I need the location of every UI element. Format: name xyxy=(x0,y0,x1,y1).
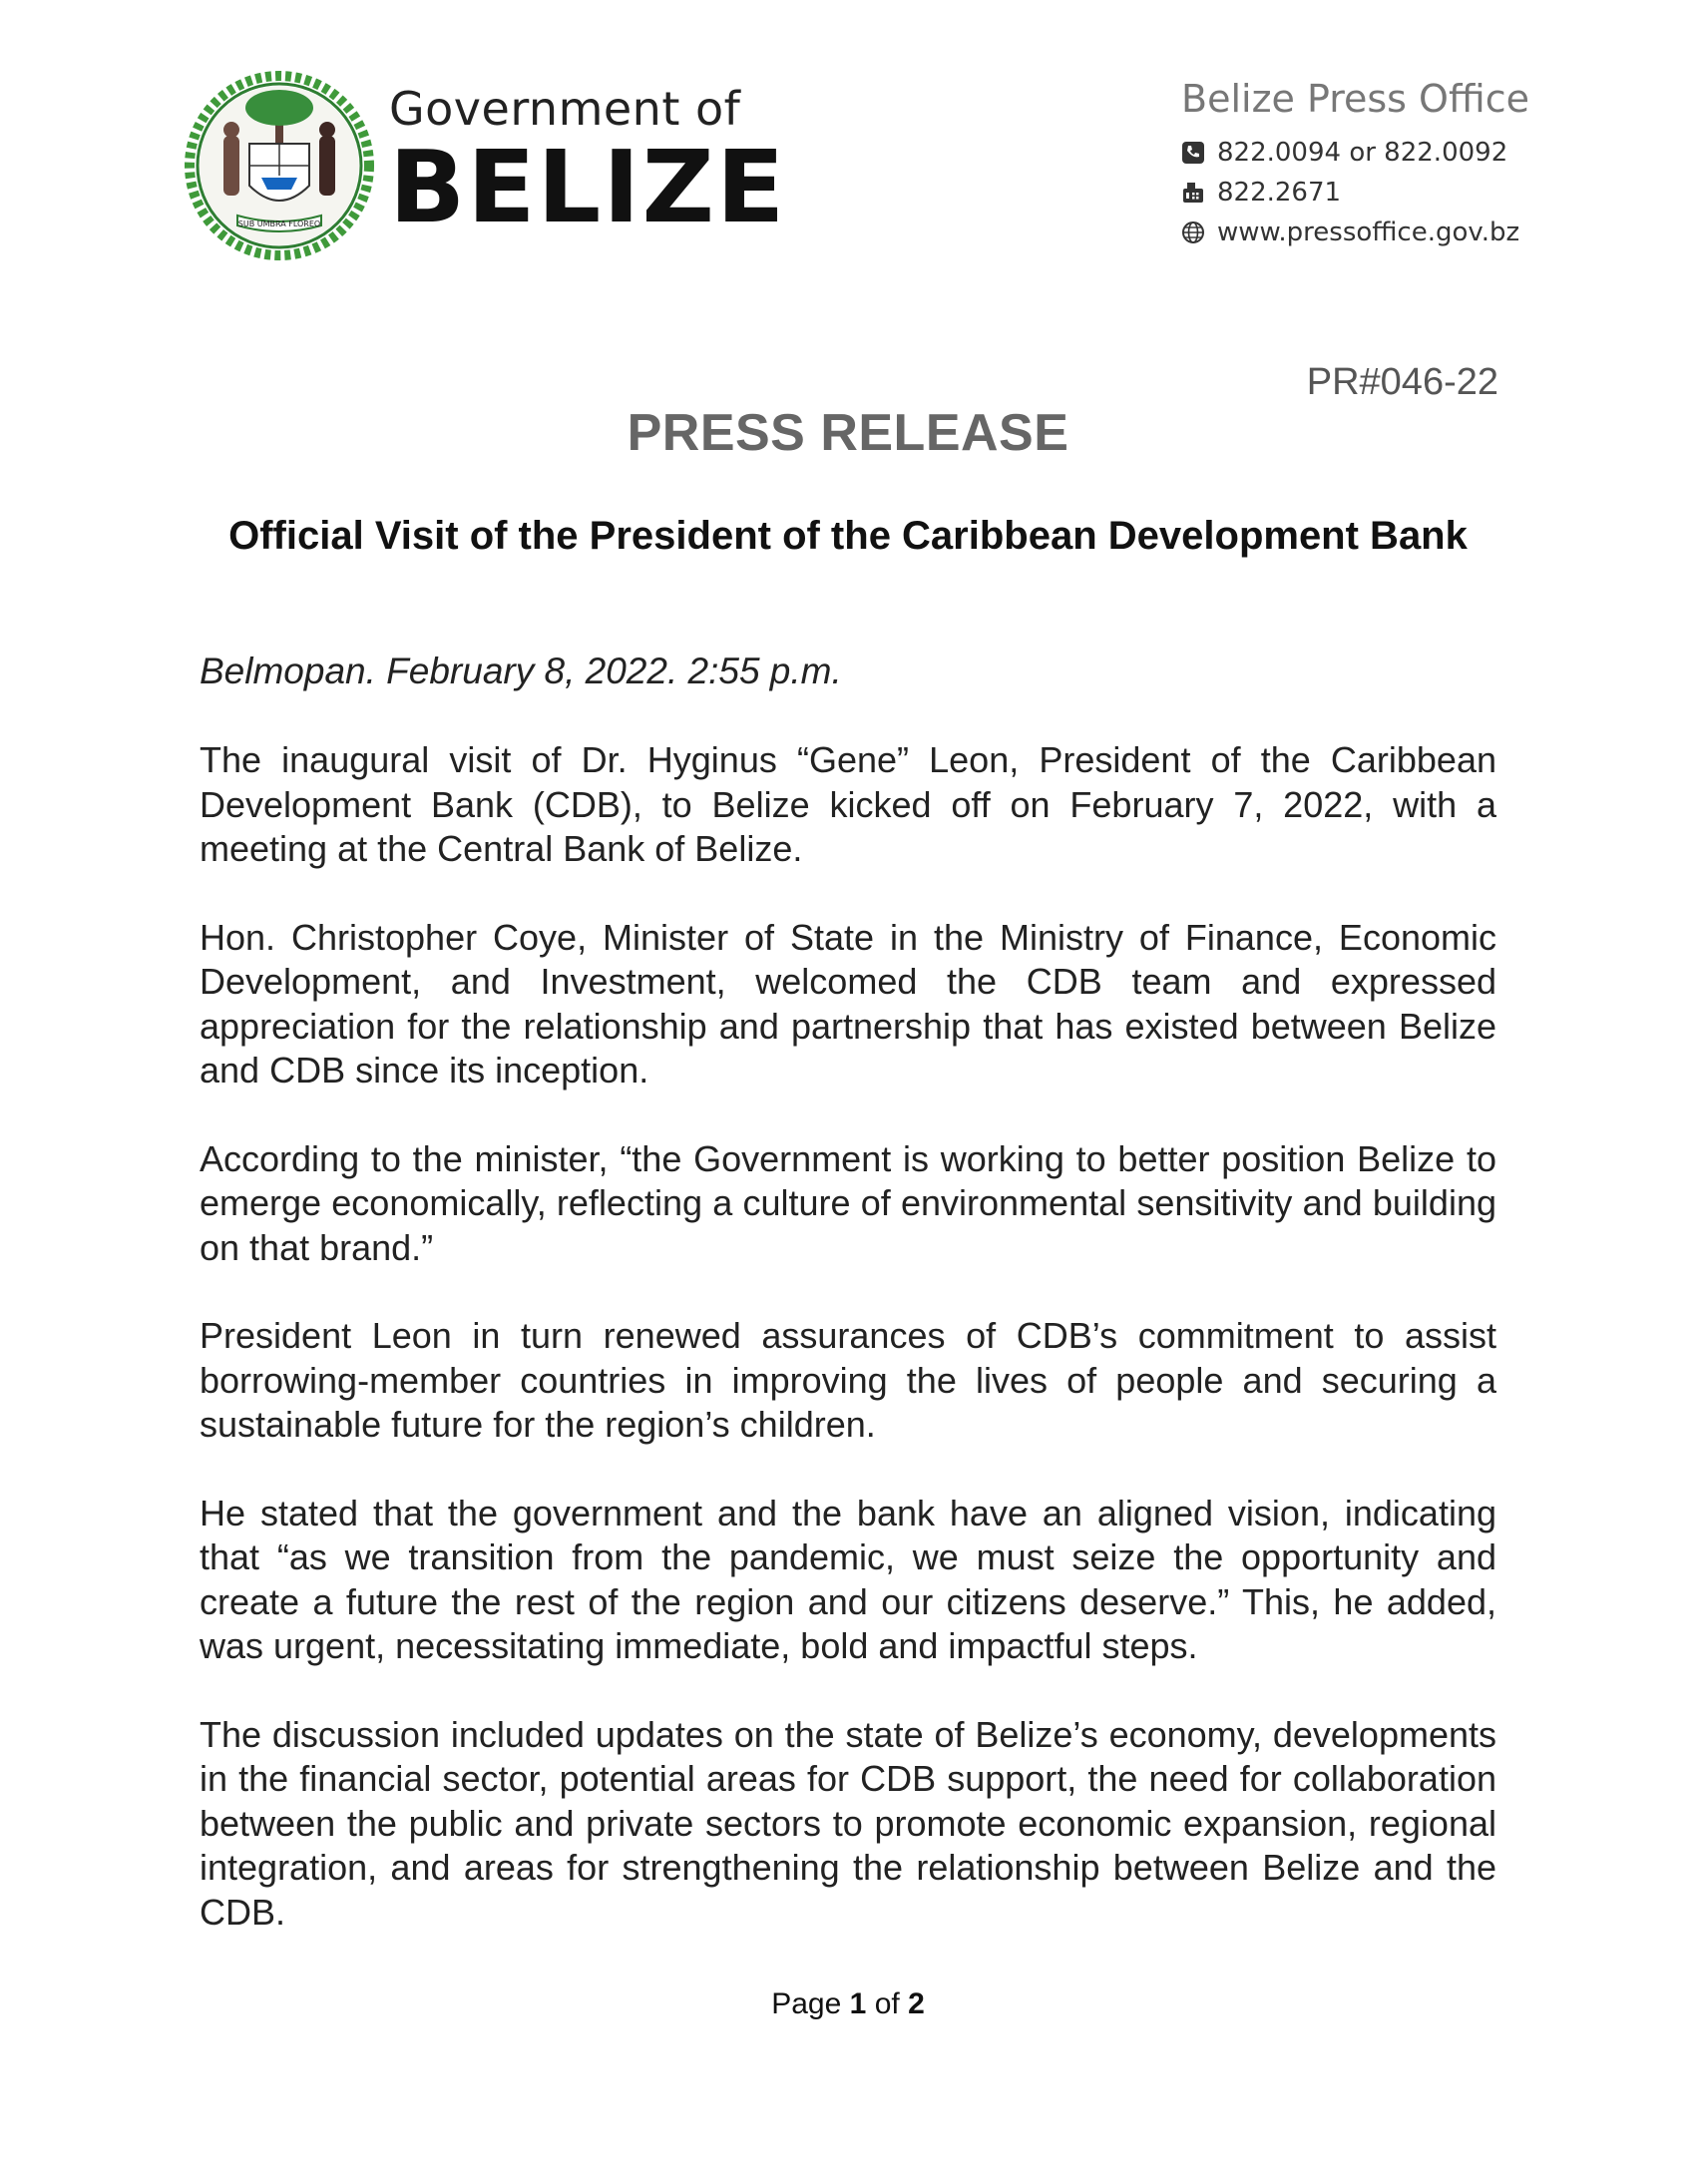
globe-icon xyxy=(1181,220,1205,244)
country-name: BELIZE xyxy=(389,129,787,245)
phone-numbers: 822.0094 or 822.0092 xyxy=(1217,138,1508,168)
press-office-title: Belize Press Office xyxy=(1181,77,1529,121)
article-body xyxy=(200,738,1496,1978)
page-number-footer xyxy=(0,1987,1696,2021)
of-word: of xyxy=(874,1987,900,2020)
fax-row xyxy=(1181,180,1600,206)
page-word: Page xyxy=(771,1987,842,2020)
paragraph: President Leon in turn renewed assurances of CDB’s commitment to assist borrowing-member countries in improving the lives of people and securing a sustainable future for the region’s children. xyxy=(200,1315,1496,1445)
article-title: Official Visit of the President of the Caribbean Development Bank xyxy=(228,514,1468,558)
fax-number: 822.2671 xyxy=(1217,178,1342,208)
paragraph: Hon. Christopher Coye, Minister of State in the Ministry of Finance, Economic Development, and Investment, welcomed the CDB team and expressed appreciation for the relationship and partnership that has existed between Belize and CDB since its inception. xyxy=(200,916,1496,1091)
current-page: 1 xyxy=(849,1987,867,2020)
government-of-label: Government of xyxy=(389,82,741,136)
phone-icon xyxy=(1181,141,1205,165)
press-release-heading: PRESS RELEASE xyxy=(627,404,1069,462)
paragraph: The discussion included updates on the state of Belize’s economy, developments in the financial sector, potential areas for CDB support, the need for collaboration between the public and private sectors to promote economic expansion, regional integration, and areas for strengthening the relationship between Belize and the CDB. xyxy=(200,1713,1496,1933)
paragraph: According to the minister, “the Government is working to better position Belize to emerge economically, reflecting a culture of environmental sensitivity and building on that brand.” xyxy=(200,1137,1496,1268)
fax-icon xyxy=(1181,181,1205,205)
website-link[interactable]: www.pressoffice.gov.bz xyxy=(1217,218,1520,247)
press-office-contact-block xyxy=(1181,77,1600,247)
seal-motto: SUB UMBRA FLOREO xyxy=(237,219,321,228)
belize-coat-of-arms-seal xyxy=(180,66,379,265)
total-pages: 2 xyxy=(908,1987,925,2020)
phone-row xyxy=(1181,140,1600,166)
website-row xyxy=(1181,219,1600,245)
paragraph: The inaugural visit of Dr. Hyginus “Gene” Leon, President of the Caribbean Development Bank (CDB), to Belize kicked off on February 7, 2022, with a meeting at the Central Bank of Belize. xyxy=(200,739,1496,869)
paragraph: He stated that the government and the bank have an aligned vision, indicating that “as we transition from the pandemic, we must seize the opportunity and create a future the rest of the region and our citizens deserve.” This, he added, was urgent, necessitating immediate, bold and impactful steps. xyxy=(200,1492,1496,1666)
press-release-number: PR#046-22 xyxy=(1306,361,1498,403)
dateline: Belmopan. February 8, 2022. 2:55 p.m. xyxy=(200,651,842,691)
government-wordmark xyxy=(389,82,787,245)
